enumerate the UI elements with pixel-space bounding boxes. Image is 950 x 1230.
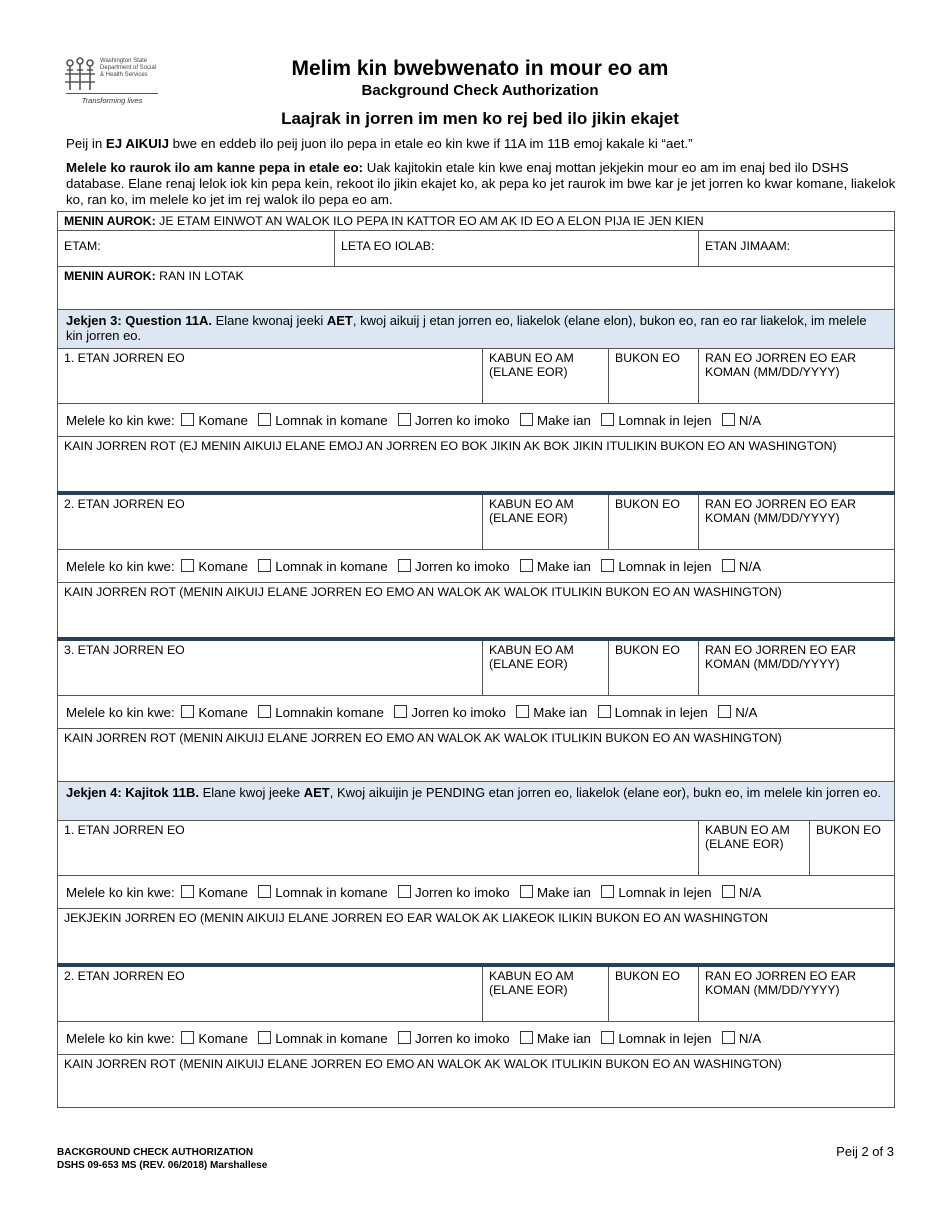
pending-offense-description-field[interactable]: JEKJEKIN JORREN EO (MENIN AIKUIJ ELANE JORREN EO EAR WALOK AK LIAKEOK ILIKIN BUKON EO AN WASHINGTON <box>58 909 895 966</box>
section-3-header: Jekjen 3: Question 11A. Elane kwonaj jeeki AET, kwoj aikuij j etan jorren eo, liakelok (elane elon), bukon eo, ran eo rar liakelok, im melele kin jorren eo. <box>58 310 895 349</box>
checkbox-committed[interactable] <box>181 705 194 718</box>
offense-date-field[interactable]: RAN EO JORREN EO EAR KOMAN (MM/DD/YYYY) <box>699 349 895 404</box>
checkbox-conspiracy[interactable] <box>398 1031 411 1044</box>
logo-line-1: Washington State <box>100 58 148 64</box>
checkbox-conspiracy[interactable] <box>398 885 411 898</box>
offense-name-field[interactable]: 3. ETAN JORREN EO <box>58 639 483 696</box>
offense-name-field[interactable]: 1. ETAN JORREN EO <box>58 349 483 404</box>
checkbox-conspiracy[interactable] <box>398 413 411 426</box>
checkbox-accomplice[interactable] <box>520 413 533 426</box>
county-field[interactable]: KABUN EO AM (ELANE EOR) <box>483 639 609 696</box>
checkbox-attempted[interactable] <box>258 1031 271 1044</box>
offense-name-field[interactable]: 2. ETAN JORREN EO <box>58 965 483 1022</box>
offense-date-field[interactable]: RAN EO JORREN EO EAR KOMAN (MM/DD/YYYY) <box>699 493 895 550</box>
offense-type-row: Melele ko kin kwe: Komane Lomnak in komane Jorren ko imoko Make ian Lomnak in lejen N/A <box>58 1022 895 1055</box>
offense-date-field[interactable]: RAN EO JORREN EO EAR KOMAN (MM/DD/YYYY) <box>699 639 895 696</box>
checkbox-solicitation[interactable] <box>601 413 614 426</box>
name-instructions: MENIN AUROK: JE ETAM EINWOT AN WALOK ILO PEPA IN KATTOR EO AM AK ID EO A ELON PIJA IE JEN KIEN <box>58 212 895 231</box>
offense-type-row: Melele ko kin kwe: Komane Lomnak in komane Jorren ko imoko Make ian Lomnak in lejen N/A <box>58 876 895 909</box>
checkbox-na[interactable] <box>722 885 735 898</box>
checkbox-na[interactable] <box>718 705 731 718</box>
offense-description-field[interactable]: KAIN JORREN ROT (MENIN AIKUIJ ELANE JORREN EO EMO AN WALOK AK WALOK ITULIKIN BUKON EO AN WASHINGTON) <box>58 1055 895 1108</box>
checkbox-accomplice[interactable] <box>520 559 533 572</box>
last-name-field[interactable]: ETAM: <box>58 231 335 267</box>
checkbox-solicitation[interactable] <box>598 705 611 718</box>
checkbox-committed[interactable] <box>181 1031 194 1044</box>
offense-form-table <box>57 211 895 1108</box>
state-field[interactable]: BUKON EO <box>609 349 699 404</box>
first-name-field[interactable]: LETA EO IOLAB: <box>335 231 699 267</box>
checkbox-committed[interactable] <box>181 885 194 898</box>
checkbox-conspiracy[interactable] <box>398 559 411 572</box>
offense-type-row: Melele ko kin kwe: Komane Lomnakin komane Jorren ko imoko Make ian Lomnak in lejen N/A <box>58 696 895 729</box>
checkbox-attempted[interactable] <box>258 705 271 718</box>
section-4-header: Jekjen 4: Kajitok 11B. Elane kwoj jeeke AET, Kwoj aikuijin je PENDING etan jorren eo, liakelok (elane eor), bukn eo, im melele kin jorren eo. <box>58 782 895 821</box>
checkbox-accomplice[interactable] <box>516 705 529 718</box>
pending-offense-name-field[interactable]: 1. ETAN JORREN EO <box>58 821 699 876</box>
important-info-text: Melele ko raurok ilo am kanne pepa in etale eo: Uak kajitokin etale kin kwe enaj mottan jekjekin mour eo am im enaj bed ilo DSHS database. Elane renaj lelok iok kin pepa kein, rekoot ilo jikin ekajet ko, ak pepa ko jet raurok im bwe kar je jet jorren ko kwar komane, liakelok ko, ran ko, im melele ko jet im rej walok ilo pepa eo am. <box>66 160 896 207</box>
county-field[interactable]: KABUN EO AM (ELANE EOR) <box>699 821 810 876</box>
offense-description-field[interactable]: KAIN JORREN ROT (MENIN AIKUIJ ELANE JORREN EO EMO AN WALOK AK WALOK ITULIKIN BUKON EO AN WASHINGTON) <box>58 729 895 782</box>
state-field[interactable]: BUKON EO <box>810 821 895 876</box>
offense-date-field[interactable]: RAN EO JORREN EO EAR KOMAN (MM/DD/YYYY) <box>699 965 895 1022</box>
checkbox-attempted[interactable] <box>258 559 271 572</box>
form-subtitle: Background Check Authorization <box>361 82 599 99</box>
checkbox-na[interactable] <box>722 413 735 426</box>
offense-name-field[interactable]: 2. ETAN JORREN EO <box>58 493 483 550</box>
page-number: Peij 2 of 3 <box>836 1144 894 1159</box>
offense-description-field[interactable]: KAIN JORREN ROT (EJ MENIN AIKUIJ ELANE EMOJ AN JORREN EO BOK JIKIN AK BOK JIKIN ITULIKIN BUKON EO AN WASHINGTON) <box>58 437 895 494</box>
checkbox-committed[interactable] <box>181 413 194 426</box>
checkbox-committed[interactable] <box>181 559 194 572</box>
county-field[interactable]: KABUN EO AM (ELANE EOR) <box>483 349 609 404</box>
footer-form-number: DSHS 09-653 MS (REV. 06/2018) Marshallese <box>57 1160 268 1171</box>
offense-type-row: Melele ko kin kwe: Komane Lomnak in komane Jorren ko imoko Make ian Lomnak in lejen N/A <box>58 404 895 437</box>
checkbox-attempted[interactable] <box>258 413 271 426</box>
dshs-logo <box>62 56 162 108</box>
logo-line-2: Department of Social <box>100 65 157 71</box>
footer-form-name: BACKGROUND CHECK AUTHORIZATION <box>57 1147 254 1158</box>
date-of-birth-field[interactable]: MENIN AUROK: RAN IN LOTAK <box>58 267 895 310</box>
section-title: Laajrak in jorren im men ko rej bed ilo jikin ekajet <box>281 109 679 128</box>
county-field[interactable]: KABUN EO AM (ELANE EOR) <box>483 493 609 550</box>
logo-divider <box>66 93 158 94</box>
state-field[interactable]: BUKON EO <box>609 965 699 1022</box>
state-field[interactable]: BUKON EO <box>609 639 699 696</box>
checkbox-accomplice[interactable] <box>520 885 533 898</box>
checkbox-conspiracy[interactable] <box>394 705 407 718</box>
logo-tagline: Transforming lives <box>81 96 143 105</box>
state-field[interactable]: BUKON EO <box>609 493 699 550</box>
checkbox-na[interactable] <box>722 559 735 572</box>
intro-text: Peij in EJ AIKUIJ bwe en eddeb ilo peij juon ilo pepa in etale eo kin kwe if 11A im 11B emoj kakale ki “aet.” <box>66 136 693 151</box>
checkbox-accomplice[interactable] <box>520 1031 533 1044</box>
dshs-emblem-icon <box>62 56 98 92</box>
checkbox-solicitation[interactable] <box>601 885 614 898</box>
logo-line-3: & Health Services <box>100 72 148 78</box>
checkbox-solicitation[interactable] <box>601 559 614 572</box>
offense-description-field[interactable]: KAIN JORREN ROT (MENIN AIKUIJ ELANE JORREN EO EMO AN WALOK AK WALOK ITULIKIN BUKON EO AN WASHINGTON) <box>58 583 895 640</box>
middle-name-field[interactable]: ETAN JIMAAM: <box>699 231 895 267</box>
checkbox-attempted[interactable] <box>258 885 271 898</box>
offense-type-row: Melele ko kin kwe: Komane Lomnak in komane Jorren ko imoko Make ian Lomnak in lejen N/A <box>58 550 895 583</box>
checkbox-na[interactable] <box>722 1031 735 1044</box>
county-field[interactable]: KABUN EO AM (ELANE EOR) <box>483 965 609 1022</box>
checkbox-solicitation[interactable] <box>601 1031 614 1044</box>
form-title: Melim kin bwebwenato in mour eo am <box>291 57 669 80</box>
